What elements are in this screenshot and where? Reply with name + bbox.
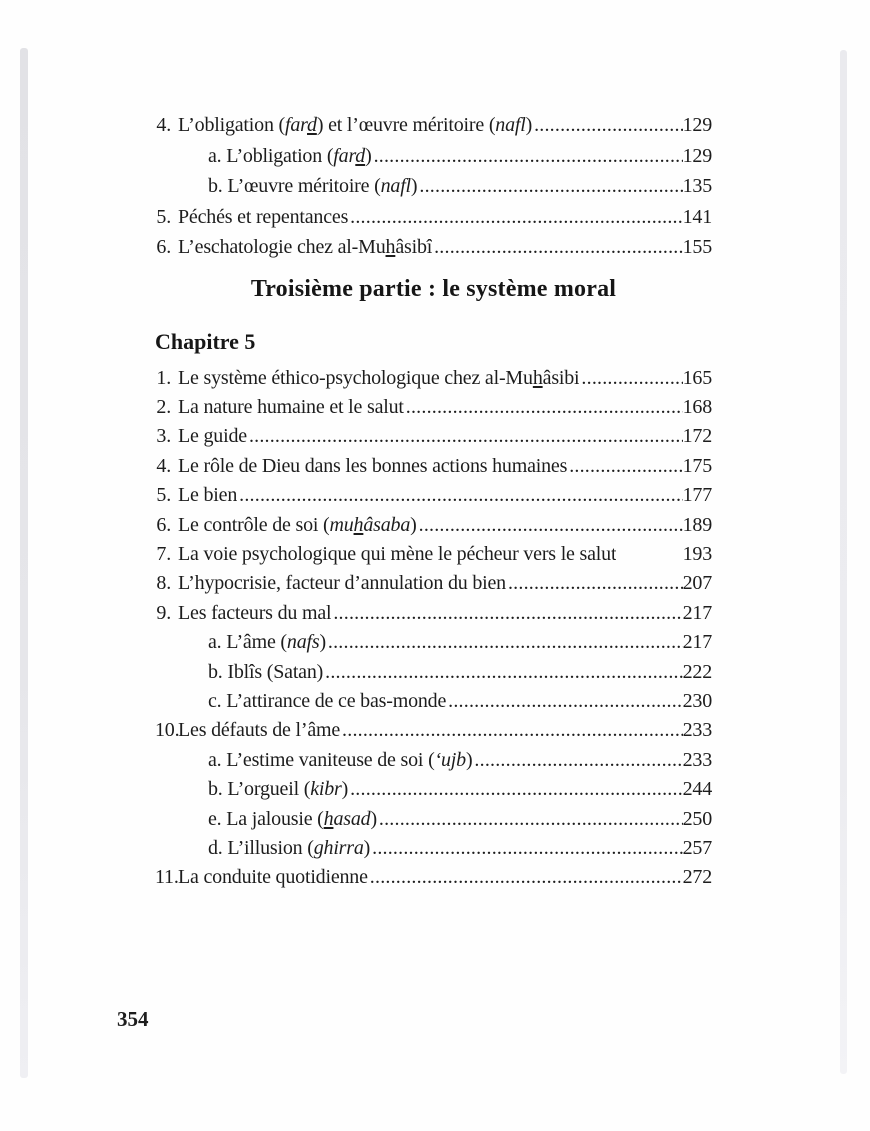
dot-leader (379, 805, 683, 834)
entry-title: Les facteurs du mal (178, 601, 332, 624)
entry-number: 2. (156, 395, 171, 418)
entry-number: 4. (156, 454, 171, 477)
entry-page-number: 141 (682, 205, 712, 228)
entry-number: 8. (156, 572, 171, 595)
toc-entry (155, 834, 712, 863)
part-heading: Troisième partie : le système moral (250, 275, 617, 302)
dot-leader (350, 775, 683, 804)
entry-title: d. L’illusion (ghirra) (208, 837, 371, 859)
dot-leader (581, 364, 682, 393)
entry-title: a. L’âme (nafs) (208, 631, 326, 654)
entry-title: La voie psychologique qui mène le pécheur vers le salut (178, 542, 617, 565)
entry-number: 3. (156, 425, 171, 448)
entry-title: e. La jalousie (hasad) (208, 807, 377, 830)
entry-page-number: 230 (682, 689, 712, 712)
entry-title: L’hypocrisie, facteur d’annulation du bien (178, 572, 506, 595)
entry-page-number: 165 (682, 366, 712, 389)
entry-title: L’eschatologie chez al-Muhâsibî (178, 236, 433, 258)
page-edge-right-shadow (840, 50, 847, 1074)
entry-page-number: 193 (682, 542, 712, 565)
dot-leader (474, 746, 682, 775)
page-number: 354 (117, 1007, 149, 1031)
toc-entry (155, 171, 712, 202)
entry-page-number: 257 (682, 837, 712, 859)
entry-title: L’obligation (fard) et l’œuvre méritoire (nafl) (178, 114, 533, 136)
toc-entry (155, 232, 712, 263)
toc-entry (155, 511, 712, 540)
entry-number: 5. (156, 205, 171, 228)
toc-entry (155, 805, 712, 834)
toc-entry (155, 716, 712, 745)
dot-leader (434, 232, 682, 263)
entry-number: 6. (156, 513, 171, 536)
dot-leader (239, 481, 682, 510)
dot-leader (325, 658, 682, 687)
entry-title: Le système éthico-psychologique chez al-Muhâsibi (178, 366, 580, 389)
entry-number: 7. (156, 542, 171, 565)
entry-page-number: 250 (682, 807, 712, 830)
entry-title: Le rôle de Dieu dans les bonnes actions humaines (178, 454, 568, 477)
entry-number: 11. (155, 866, 179, 889)
entry-title: La nature humaine et le salut (178, 395, 404, 418)
toc-entry (155, 628, 712, 657)
entry-title: a. L’obligation (fard) (208, 144, 372, 167)
table-of-contents (155, 0, 712, 893)
entry-page-number: 217 (682, 601, 712, 624)
entry-number: 10. (155, 719, 180, 742)
toc-entry (155, 364, 712, 393)
entry-page-number: 172 (682, 425, 712, 448)
dot-leader (569, 452, 682, 481)
toc-entry (155, 863, 712, 892)
entry-title: Péchés et repentances (178, 205, 349, 228)
entry-page-number: 233 (682, 748, 712, 771)
entry-page-number: 135 (682, 175, 712, 197)
entry-page-number: 272 (682, 866, 712, 889)
entry-page-number: 222 (682, 660, 712, 683)
entry-page-number: 129 (682, 114, 712, 136)
dot-leader (249, 422, 683, 451)
entry-title: Le guide (178, 425, 247, 448)
entry-page-number: 207 (682, 572, 712, 595)
entry-title: b. Iblîs (Satan) (208, 660, 324, 683)
toc-entry (155, 202, 712, 233)
dot-leader (419, 171, 682, 202)
dot-leader (342, 716, 683, 745)
toc-entry (155, 452, 712, 481)
toc-entry (155, 422, 712, 451)
page-edge-left-shadow (20, 48, 28, 1078)
dot-leader (328, 628, 683, 657)
entry-page-number: 155 (682, 236, 712, 258)
entry-page-number: 244 (682, 778, 712, 801)
entry-page-number: 168 (682, 395, 712, 418)
entry-title: La conduite quotidienne (178, 866, 368, 889)
entry-number: 9. (156, 601, 171, 624)
dot-leader (534, 110, 683, 141)
dot-leader (448, 687, 682, 716)
dot-leader (406, 393, 683, 422)
entry-number: 1. (156, 366, 171, 389)
toc-entry (155, 569, 712, 598)
dot-leader (508, 569, 683, 598)
dot-leader (370, 863, 683, 892)
toc-entry (155, 599, 712, 628)
dot-leader (333, 599, 682, 628)
dot-leader (419, 511, 683, 540)
entry-page-number: 177 (682, 484, 712, 507)
entry-title: c. L’attirance de ce bas-monde (208, 689, 447, 712)
toc-entry (155, 658, 712, 687)
chapter-heading: Chapitre 5 (155, 328, 256, 354)
dot-leader (350, 202, 682, 233)
toc-block-chapter5 (155, 364, 712, 893)
toc-entry (155, 746, 712, 775)
entry-number: 5. (156, 484, 171, 507)
toc-entry (155, 481, 712, 510)
toc-block-part2 (155, 110, 712, 263)
entry-number: 4. (156, 114, 171, 136)
toc-entry (155, 775, 712, 804)
entry-number: 6. (156, 236, 171, 258)
entry-title: Le contrôle de soi (muhâsaba) (178, 513, 417, 536)
entry-title: Le bien (178, 484, 238, 507)
entry-title: b. L’œuvre méritoire (nafl) (208, 175, 418, 197)
entry-title: a. L’estime vaniteuse de soi (‘ujb) (208, 748, 473, 771)
entry-title: Les défauts de l’âme (178, 719, 341, 742)
entry-page-number: 175 (682, 454, 712, 477)
entry-page-number: 217 (682, 631, 712, 654)
toc-entry (155, 540, 712, 569)
entry-title: b. L’orgueil (kibr) (208, 778, 349, 801)
entry-page-number: 233 (682, 719, 712, 742)
dot-leader (372, 834, 682, 863)
toc-entry (155, 141, 712, 172)
toc-entry (155, 110, 712, 141)
toc-entry (155, 393, 712, 422)
entry-page-number: 189 (682, 513, 712, 536)
dot-leader (374, 141, 683, 172)
entry-page-number: 129 (682, 144, 712, 167)
toc-entry (155, 687, 712, 716)
